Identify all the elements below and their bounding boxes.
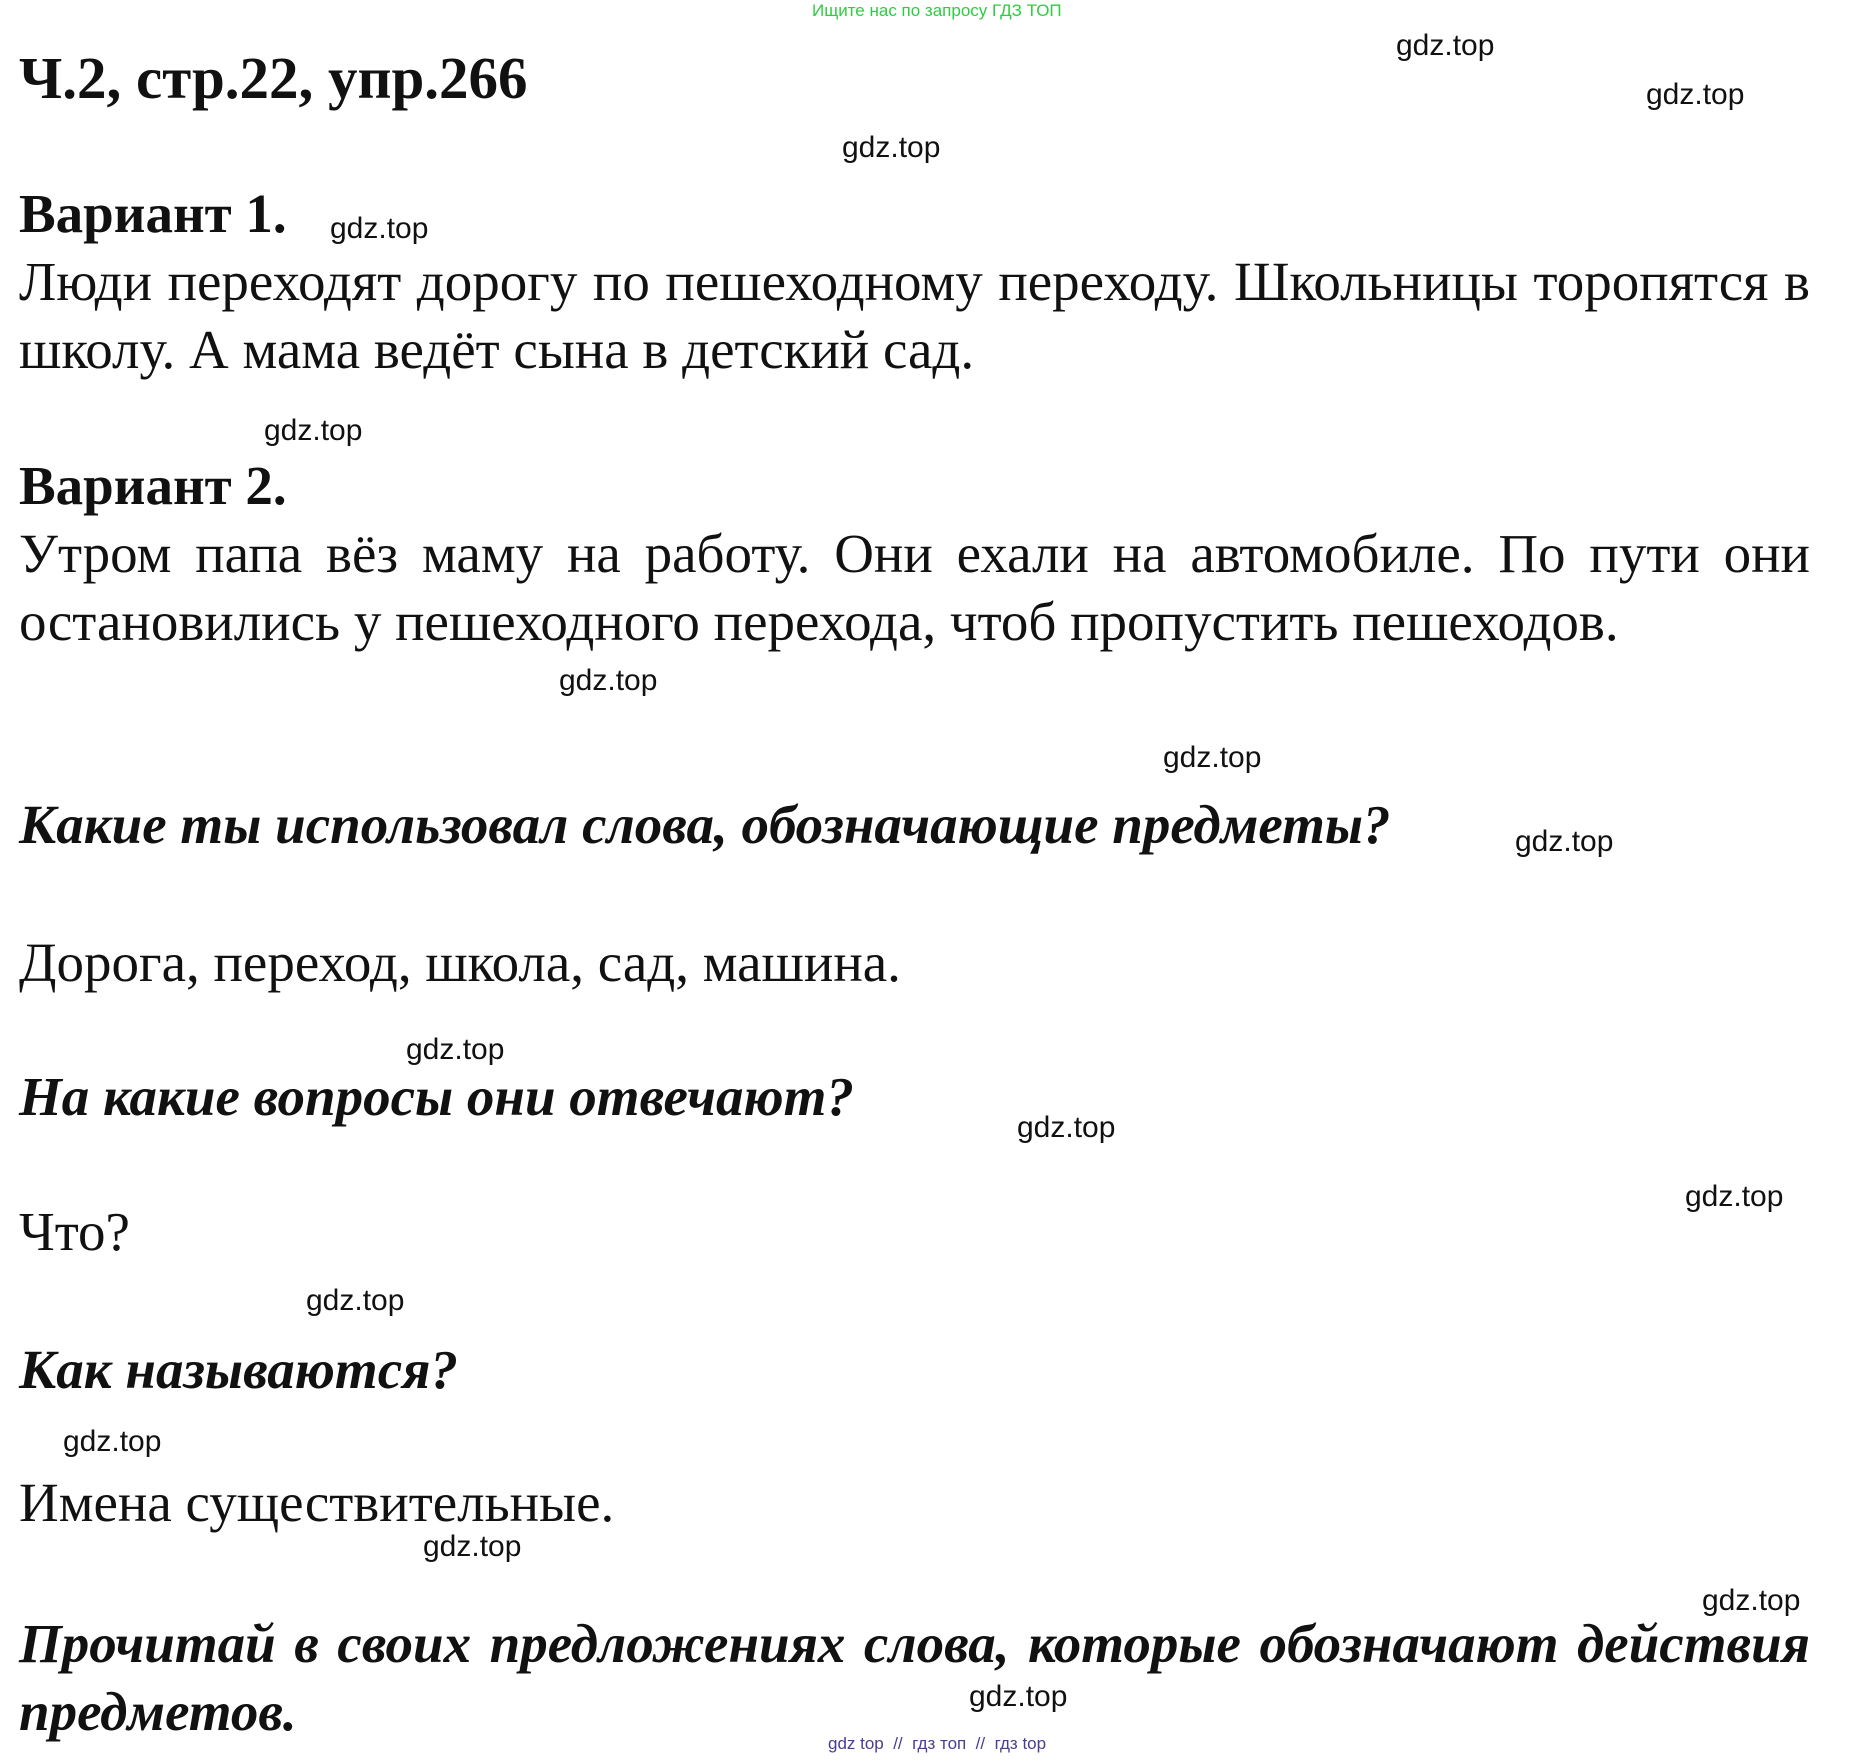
question-3: Как называются?	[19, 1339, 458, 1400]
question-4: Прочитай в своих предложениях слова, которые обозначают действия предметов.	[19, 1613, 1810, 1742]
question-1: Какие ты использовал слова, обозначающие предметы?	[19, 794, 1391, 855]
question-2: На какие вопросы они отвечают?	[19, 1066, 854, 1127]
watermark: gdz.top	[559, 664, 658, 697]
page-title: Ч.2, стр.22, упр.266	[19, 45, 528, 111]
variant-1-label: Вариант 1.	[19, 183, 287, 244]
watermark: gdz.top	[63, 1425, 162, 1458]
watermark: gdz.top	[1163, 741, 1262, 774]
watermark: gdz.top	[1685, 1180, 1784, 1213]
top-search-note: Ищите нас по запросу ГДЗ ТОП	[812, 1, 1062, 20]
variant-1-text: Люди переходят дорогу по пешеходному переходу. Школьницы торопятся в школу. А мама ведёт сына в детский сад.	[19, 251, 1810, 380]
watermark: gdz.top	[423, 1530, 522, 1563]
watermark: gdz.top	[406, 1033, 505, 1066]
watermark: gdz.top	[330, 212, 429, 245]
answer-2: Что?	[19, 1201, 130, 1262]
watermark: gdz.top	[1396, 29, 1495, 62]
watermark: gdz.top	[306, 1284, 405, 1317]
footer-watermark: gdz top // гдз топ // гдз top	[828, 1734, 1047, 1753]
variant-2-text: Утром папа вёз маму на работу. Они ехали на автомобиле. По пути они остановились у пешеходного перехода, чтоб пропустить пешеходов.	[19, 523, 1810, 652]
watermark: gdz.top	[1017, 1111, 1116, 1144]
answer-1: Дорога, переход, школа, сад, машина.	[19, 932, 901, 993]
watermark: gdz.top	[842, 131, 941, 164]
watermark: gdz.top	[1515, 825, 1614, 858]
watermark: gdz.top	[1702, 1584, 1801, 1617]
watermark: gdz.top	[264, 414, 363, 447]
watermark: gdz.top	[1646, 78, 1745, 111]
variant-2-label: Вариант 2.	[19, 455, 287, 516]
watermark: gdz.top	[969, 1680, 1068, 1713]
answer-3: Имена существительные.	[19, 1472, 615, 1533]
